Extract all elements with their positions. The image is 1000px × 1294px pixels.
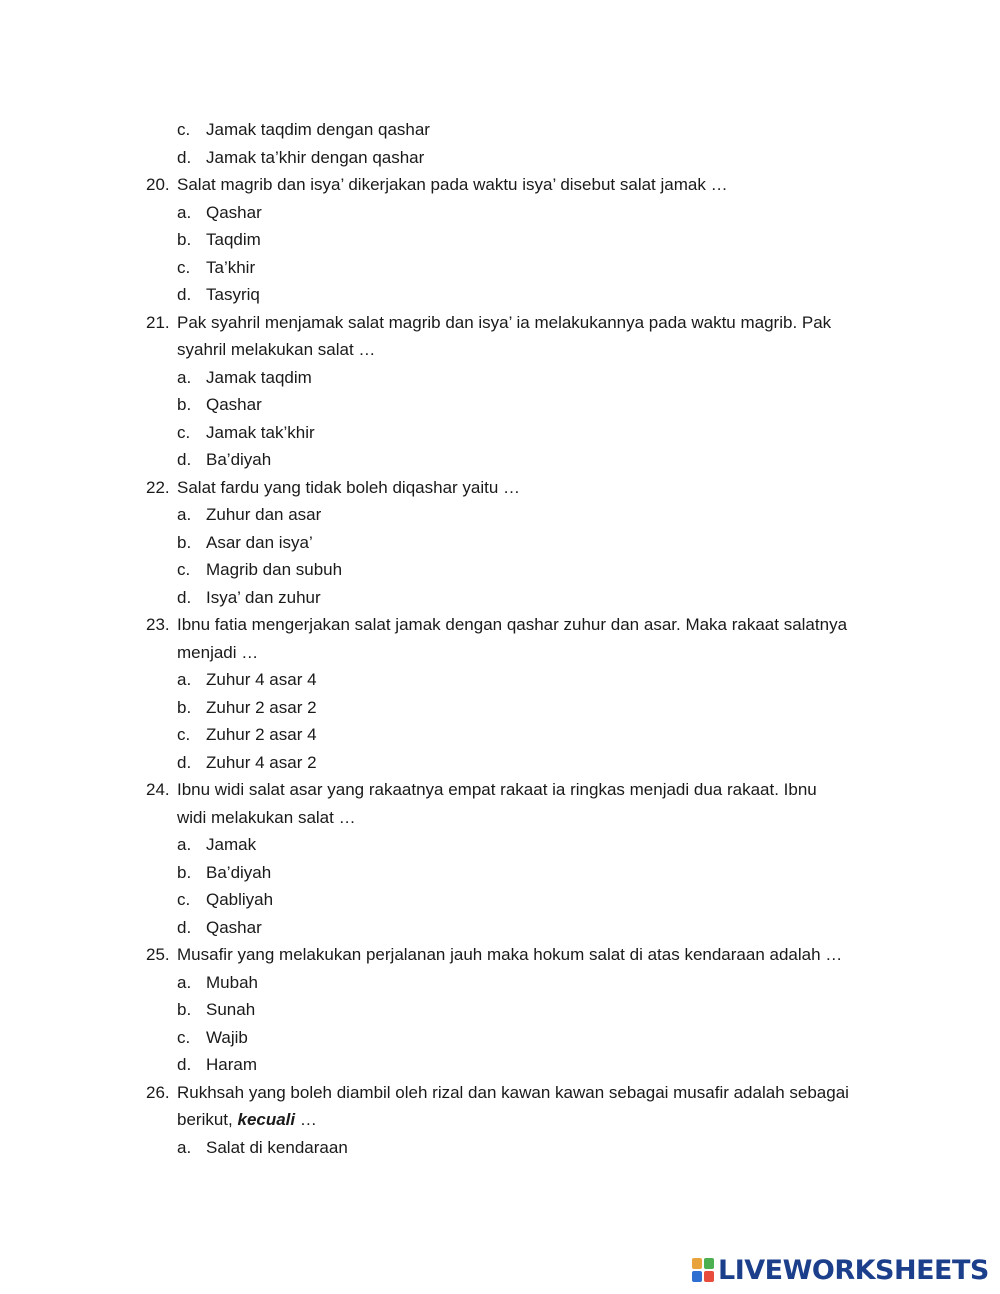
option-text: Zuhur 2 asar 2 bbox=[206, 697, 317, 717]
option-text: Taqdim bbox=[206, 230, 261, 249]
option-text: Zuhur 4 asar 2 bbox=[206, 752, 317, 772]
answer-option bbox=[0, 116, 1000, 144]
question-continuation bbox=[0, 1106, 1000, 1134]
option-text: Qabliyah bbox=[206, 890, 274, 909]
liveworksheets-brand[interactable] bbox=[692, 1254, 989, 1286]
question-text: menjadi … bbox=[177, 642, 259, 662]
option-letter: d. bbox=[177, 917, 192, 937]
answer-option bbox=[0, 584, 1000, 612]
answer-option bbox=[0, 666, 1000, 694]
question-text-after: … bbox=[295, 1110, 317, 1129]
option-text: Wajib bbox=[206, 1027, 248, 1047]
answer-option bbox=[0, 364, 1000, 392]
question-continuation bbox=[0, 639, 1000, 667]
option-letter: c. bbox=[177, 120, 191, 139]
option-text: Ta’khir bbox=[206, 257, 256, 277]
question-line bbox=[0, 776, 1000, 804]
question-number: 22. bbox=[146, 477, 170, 497]
option-text: Magrib dan subuh bbox=[206, 560, 343, 579]
answer-option bbox=[0, 1134, 1000, 1162]
option-letter: c. bbox=[177, 257, 191, 277]
option-letter: a. bbox=[177, 835, 192, 854]
question-text: Rukhsah yang boleh diambil oleh rizal dan kawan kawan sebagai musafir adalah sebagai bbox=[177, 1082, 849, 1102]
option-letter: d. bbox=[177, 752, 192, 772]
question-text: Ibnu widi salat asar yang rakaatnya empat rakaat ia ringkas menjadi dua rakaat. Ibnu bbox=[177, 780, 817, 799]
question-text: Musafir yang melakukan perjalanan jauh maka hokum salat di atas kendaraan adalah … bbox=[177, 945, 843, 964]
answer-option bbox=[0, 694, 1000, 722]
option-text: Ba’diyah bbox=[206, 450, 272, 469]
emphasis-kecuali: kecuali bbox=[237, 1110, 296, 1129]
answer-option bbox=[0, 419, 1000, 447]
option-letter: d. bbox=[177, 450, 192, 469]
option-letter: a. bbox=[177, 1137, 192, 1157]
option-letter: a. bbox=[177, 972, 192, 992]
question-line bbox=[0, 474, 1000, 502]
option-text: Qashar bbox=[206, 917, 262, 937]
worksheet-page bbox=[0, 116, 1000, 1161]
question-text: Salat fardu yang tidak boleh diqashar yaitu … bbox=[177, 477, 521, 497]
option-letter: a. bbox=[177, 670, 192, 689]
answer-option bbox=[0, 199, 1000, 227]
question-line bbox=[0, 941, 1000, 969]
option-letter: d. bbox=[177, 1055, 192, 1074]
question-number: 23. bbox=[146, 615, 170, 634]
option-text: Jamak ta’khir dengan qashar bbox=[206, 147, 425, 167]
option-letter: c. bbox=[177, 560, 191, 579]
option-letter: b. bbox=[177, 862, 192, 882]
answer-option bbox=[0, 914, 1000, 942]
question-text: syahril melakukan salat … bbox=[177, 340, 376, 359]
question-line bbox=[0, 171, 1000, 199]
logo-square-2 bbox=[704, 1258, 714, 1269]
question-text-before: berikut, bbox=[177, 1110, 238, 1129]
question-text: Salat magrib dan isya’ dikerjakan pada waktu isya’ disebut salat jamak … bbox=[177, 175, 728, 194]
option-letter: d. bbox=[177, 147, 192, 167]
option-text: Mubah bbox=[206, 972, 258, 992]
option-text: Isya’ dan zuhur bbox=[206, 587, 321, 607]
option-text: Jamak tak’khir bbox=[206, 422, 315, 442]
option-text: Zuhur 4 asar 4 bbox=[206, 670, 317, 689]
logo-square-3 bbox=[692, 1271, 702, 1282]
option-text: Sunah bbox=[206, 1000, 256, 1019]
liveworksheets-logo-icon bbox=[692, 1258, 714, 1282]
answer-option bbox=[0, 886, 1000, 914]
option-text: Qashar bbox=[206, 202, 262, 222]
question-text: widi melakukan salat … bbox=[177, 807, 356, 827]
answer-option bbox=[0, 1051, 1000, 1079]
option-letter: c. bbox=[177, 1027, 191, 1047]
option-letter: d. bbox=[177, 285, 192, 304]
brand-name: LIVEWORKSHEETS bbox=[718, 1254, 989, 1286]
answer-option bbox=[0, 1024, 1000, 1052]
answer-option bbox=[0, 749, 1000, 777]
question-text: Ibnu fatia mengerjakan salat jamak dengan qashar zuhur dan asar. Maka rakaat salatnya bbox=[177, 615, 848, 634]
option-letter: c. bbox=[177, 890, 191, 909]
answer-option bbox=[0, 226, 1000, 254]
answer-option bbox=[0, 254, 1000, 282]
option-letter: b. bbox=[177, 395, 192, 414]
question-number: 25. bbox=[146, 945, 170, 964]
answer-option bbox=[0, 969, 1000, 997]
answer-option bbox=[0, 446, 1000, 474]
option-text: Jamak taqdim dengan qashar bbox=[206, 120, 430, 139]
option-letter: b. bbox=[177, 1000, 192, 1019]
question-line bbox=[0, 309, 1000, 337]
option-text: Ba’diyah bbox=[206, 862, 272, 882]
answer-option bbox=[0, 529, 1000, 557]
option-letter: b. bbox=[177, 532, 192, 552]
logo-square-1 bbox=[692, 1258, 702, 1269]
option-text: Qashar bbox=[206, 395, 262, 414]
answer-option bbox=[0, 391, 1000, 419]
question-number: 20. bbox=[146, 175, 170, 194]
answer-option bbox=[0, 501, 1000, 529]
option-text: Tasyriq bbox=[206, 285, 260, 304]
option-letter: b. bbox=[177, 230, 192, 249]
question-text bbox=[177, 1106, 317, 1134]
option-letter: d. bbox=[177, 587, 192, 607]
question-number: 26. bbox=[146, 1082, 170, 1102]
logo-square-4 bbox=[704, 1271, 714, 1282]
option-text: Asar dan isya’ bbox=[206, 532, 313, 552]
question-text: Pak syahril menjamak salat magrib dan isya’ ia melakukannya pada waktu magrib. Pak bbox=[177, 312, 832, 332]
option-letter: c. bbox=[177, 725, 191, 744]
option-text: Haram bbox=[206, 1055, 258, 1074]
answer-option bbox=[0, 721, 1000, 749]
answer-option bbox=[0, 859, 1000, 887]
option-letter: a. bbox=[177, 505, 192, 524]
option-text: Jamak bbox=[206, 835, 257, 854]
option-letter: c. bbox=[177, 422, 191, 442]
question-line bbox=[0, 1079, 1000, 1107]
answer-option bbox=[0, 144, 1000, 172]
question-number: 24. bbox=[146, 780, 170, 799]
option-text: Zuhur 2 asar 4 bbox=[206, 725, 317, 744]
question-number: 21. bbox=[146, 312, 170, 332]
answer-option bbox=[0, 996, 1000, 1024]
option-letter: a. bbox=[177, 202, 192, 222]
answer-option bbox=[0, 831, 1000, 859]
option-text: Salat di kendaraan bbox=[206, 1137, 348, 1157]
option-text: Jamak taqdim bbox=[206, 367, 312, 387]
option-letter: b. bbox=[177, 697, 192, 717]
answer-option bbox=[0, 281, 1000, 309]
answer-option bbox=[0, 556, 1000, 584]
question-continuation bbox=[0, 336, 1000, 364]
option-letter: a. bbox=[177, 367, 192, 387]
question-line bbox=[0, 611, 1000, 639]
option-text: Zuhur dan asar bbox=[206, 505, 322, 524]
question-continuation bbox=[0, 804, 1000, 832]
